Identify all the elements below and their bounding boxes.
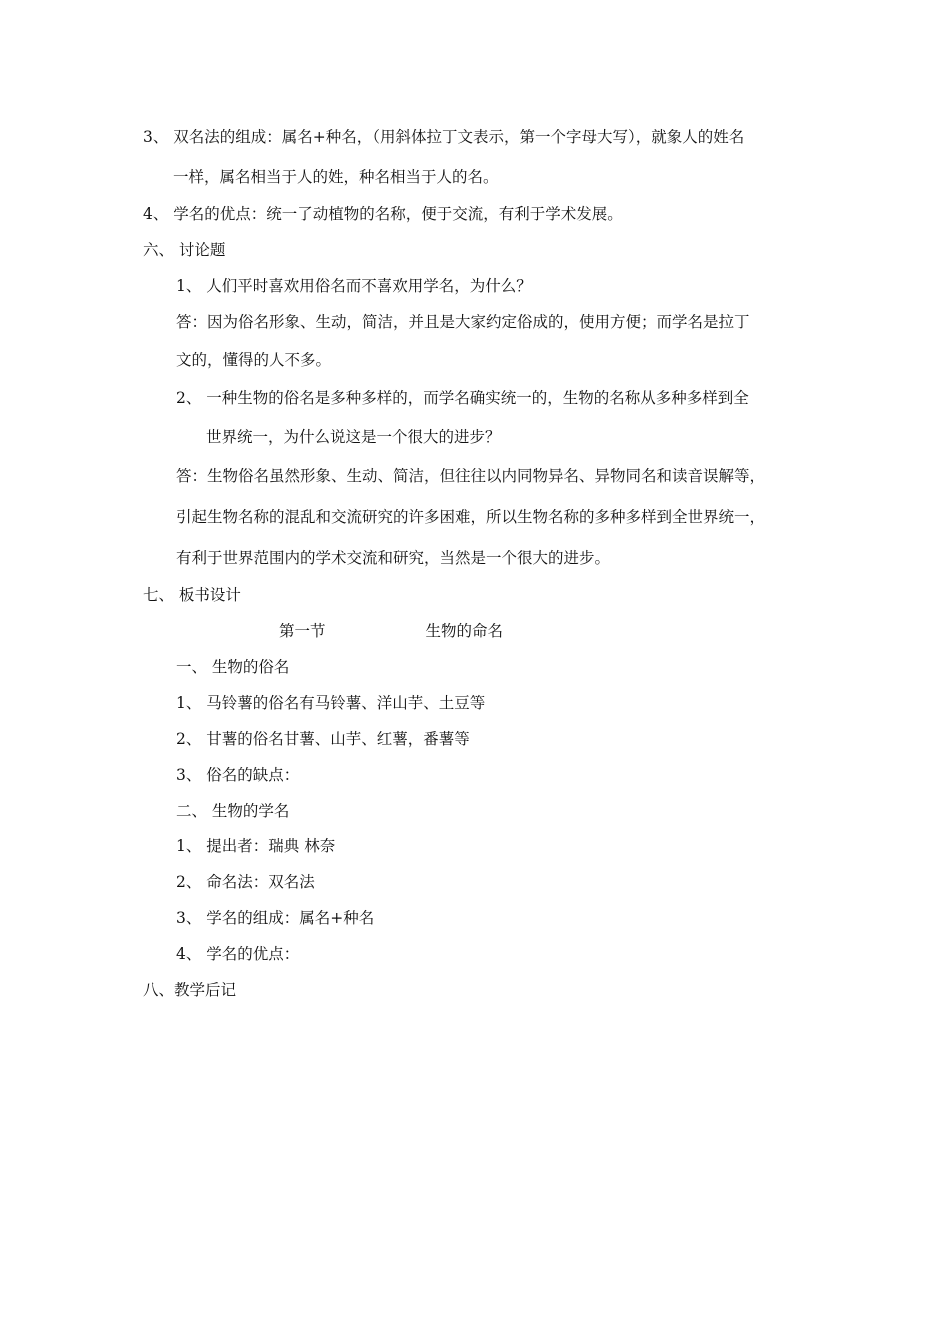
board-item: 4、 学名的优点：: [176, 945, 300, 963]
board-title: 生物的命名: [425, 622, 504, 640]
board-item: 3、 学名的组成：属名+种名: [176, 909, 375, 927]
board-item: 2、 命名法：双名法: [176, 873, 315, 891]
board-item: 2、 甘薯的俗名甘薯、山芋、红薯，番薯等: [176, 730, 470, 748]
board-item: 3、 俗名的缺点：: [176, 766, 300, 784]
answer-line: 文的，懂得的人不多。: [176, 351, 332, 369]
paragraph-line: 4、 学名的优点：统一了动植物的名称，便于交流，有利于学术发展。: [143, 205, 623, 223]
board-heading: [279, 621, 503, 641]
answer-line: 有利于世界范围内的学术交流和研究，当然是一个很大的进步。: [176, 549, 611, 567]
question-line: 2、 一种生物的俗名是多种多样的，而学名确实统一的，生物的名称从多种多样到全: [176, 389, 749, 407]
board-item: 二、 生物的学名: [176, 802, 290, 820]
answer-line: 答：因为俗名形象、生动，简洁，并且是大家约定俗成的，使用方便；而学名是拉丁: [176, 313, 750, 331]
section-heading: 七、 板书设计: [143, 586, 241, 604]
board-item: 1、 马铃薯的俗名有马铃薯、洋山芋、土豆等: [176, 694, 486, 712]
answer-line: 答：生物俗名虽然形象、生动、简洁，但往往以内同物异名、异物同名和读音误解等，: [176, 467, 766, 485]
board-item: 一、 生物的俗名: [176, 658, 290, 676]
question-line: 1、 人们平时喜欢用俗名而不喜欢用学名，为什么？: [176, 277, 532, 295]
answer-line: 引起生物名称的混乱和交流研究的许多困难，所以生物名称的多种多样到全世界统一，: [176, 508, 766, 526]
paragraph-line: 3、 双名法的组成：属名+种名，（用斜体拉丁文表示，第一个字母大写），就象人的姓名: [143, 128, 745, 146]
section-heading: 八、教学后记: [143, 981, 237, 999]
paragraph-line: 一样，属名相当于人的姓，种名相当于人的名。: [173, 168, 499, 186]
question-line: 世界统一，为什么说这是一个很大的进步？: [206, 428, 501, 446]
board-item: 1、 提出者：瑞典 林奈: [176, 837, 336, 855]
board-section: 第一节: [279, 622, 326, 640]
section-heading: 六、 讨论题: [143, 241, 226, 259]
